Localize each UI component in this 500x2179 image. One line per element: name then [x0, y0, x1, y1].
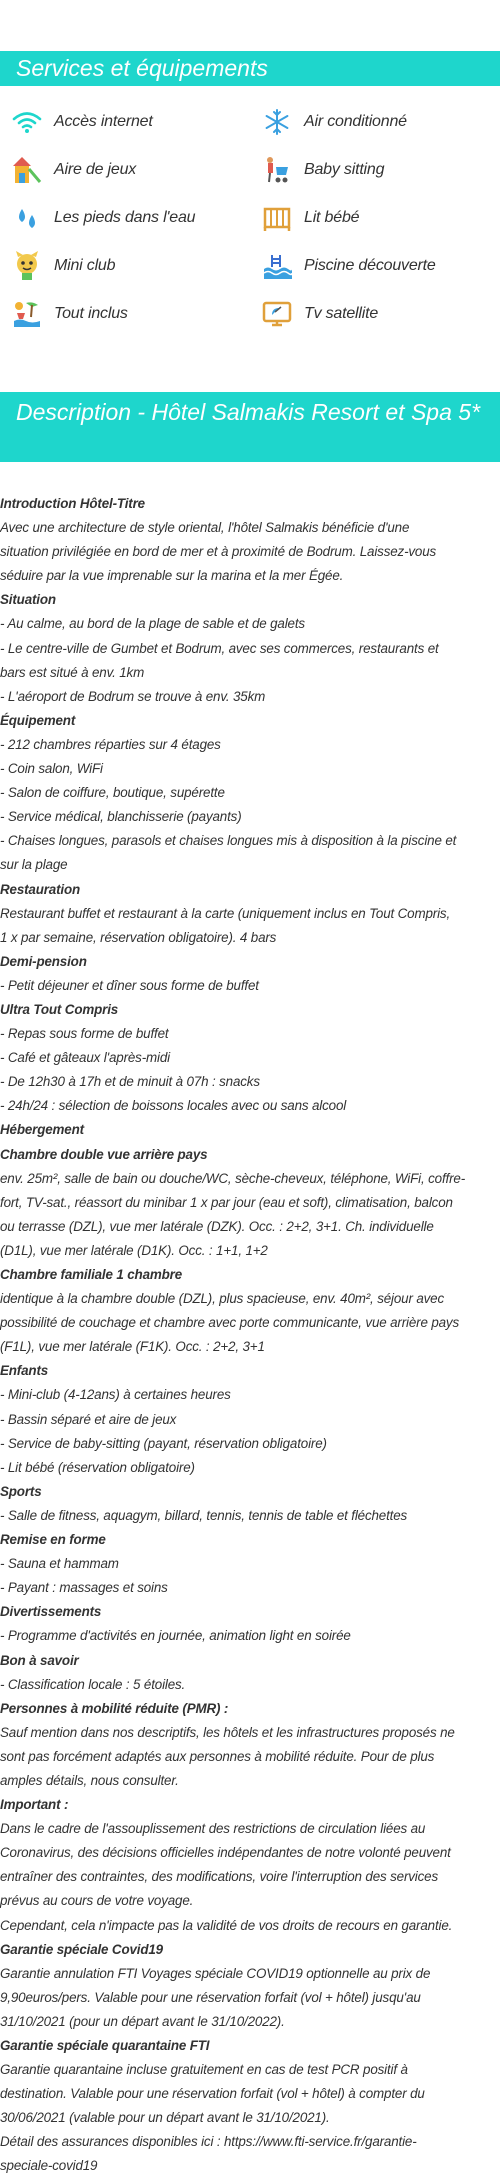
description-line: bars est situé à env. 1km — [0, 664, 145, 680]
description-body — [0, 492, 496, 2179]
service-label: Tv satellite — [304, 305, 379, 322]
description-line: - Sauna et hammam — [0, 1556, 119, 1572]
description-line: 9,90euros/pers. Valable pour une réservation forfait (vol + hôtel) jusqu'au — [0, 1989, 421, 2005]
description-heading: Personnes à mobilité réduite (PMR) : — [0, 1700, 229, 1716]
description-heading: Enfants — [0, 1363, 49, 1379]
service-item-baby-sitting — [260, 155, 384, 185]
description-line: - Salon de coiffure, boutique, supérette — [0, 785, 225, 801]
service-label: Mini club — [54, 257, 116, 274]
service-label: Lit bébé — [304, 209, 360, 226]
service-item-outdoor-pool — [260, 251, 436, 281]
description-line: - L'aéroport de Bodrum se trouve à env. 35km — [0, 688, 266, 704]
description-heading: Divertissements — [0, 1604, 102, 1620]
description-line: sont pas forcément adaptés aux personnes à mobilité réduite. Pour de plus — [0, 1748, 435, 1764]
description-line: entraîner des contraintes, des modifications, voire l'interruption des services — [0, 1869, 439, 1885]
service-item-internet — [10, 107, 153, 137]
description-line: - 212 chambres réparties sur 4 étages — [0, 736, 221, 752]
service-label: Baby sitting — [304, 161, 385, 178]
description-line: destination. Valable pour une réservation forfait (vol + hôtel) à compter du — [0, 2086, 425, 2102]
description-line: - Coin salon, WiFi — [0, 761, 103, 777]
description-line: Dans le cadre de l'assouplissement des restrictions de circulation liées au — [0, 1821, 426, 1837]
description-line: - Café et gâteaux l'après-midi — [0, 1050, 170, 1066]
description-line: (F1L), vue mer latérale (F1K). Occ. : 2+2, 3+1 — [0, 1339, 265, 1355]
crib-icon — [260, 203, 294, 233]
description-line: - Chaises longues, parasols et chaises longues mis à disposition à la piscine et — [0, 833, 457, 849]
description-line: identique à la chambre double (DZL), plus spacieuse, env. 40m², séjour avec — [0, 1291, 445, 1307]
service-label: Air conditionné — [304, 113, 407, 130]
description-line: - Mini-club (4-12ans) à certaines heures — [0, 1387, 231, 1403]
description-line: - Lit bébé (réservation obligatoire) — [0, 1459, 195, 1475]
description-line: - Salle de fitness, aquagym, billard, tennis, tennis de table et fléchettes — [0, 1507, 408, 1523]
description-line: Sauf mention dans nos descriptifs, les hôtels et les infrastructures proposés ne — [0, 1724, 455, 1740]
description-line: Détail des assurances disponibles ici : https://www.fti-service.fr/garantie- — [0, 2134, 417, 2150]
description-heading: Restauration — [0, 881, 81, 897]
wifi-icon — [10, 107, 44, 137]
description-line: prévus au cours de votre voyage. — [0, 1893, 194, 1909]
description-line: 31/10/2021 (pour un départ avant le 31/10/2022). — [0, 2013, 285, 2029]
snowflake-icon — [260, 107, 294, 137]
description-line: séduire par la vue imprenable sur la marina et la mer Égée. — [0, 568, 344, 584]
description-heading: Hébergement — [0, 1122, 84, 1138]
services-title: Services et équipements — [16, 55, 268, 81]
service-item-beachfront — [10, 203, 195, 233]
services-section-title — [0, 51, 500, 86]
description-heading: Garantie spéciale quarantaine FTI — [0, 2038, 210, 2053]
description-heading: Garantie spéciale Covid19 — [0, 1941, 163, 1957]
description-line: fort, TV-sat., réassort du minibar 1 x par jour (eau et soft), climatisation, balcon — [0, 1194, 453, 1210]
description-heading: Chambre double vue arrière pays — [0, 1146, 208, 1162]
description-heading: Demi-pension — [0, 953, 87, 969]
description-line: - Service médical, blanchisserie (payants) — [0, 809, 242, 825]
beach-drinks-icon — [10, 299, 44, 329]
description-heading: Ultra Tout Compris — [0, 1001, 119, 1017]
service-label: Aire de jeux — [54, 161, 137, 178]
description-line: possibilité de couchage et chambre avec porte communicante, vue arrière pays — [0, 1315, 460, 1331]
description-heading: Chambre familiale 1 chambre — [0, 1267, 183, 1282]
description-line: speciale-covid19 — [0, 2158, 98, 2174]
description-heading: Important : — [0, 1797, 69, 1813]
description-line: Cependant, cela n'impacte pas la validité de vos droits de recours en garantie. — [0, 1917, 453, 1933]
description-line: Coronavirus, des décisions officielles indépendantes de notre volonté peuvent — [0, 1845, 451, 1861]
water-drops-icon — [10, 203, 44, 233]
service-item-playground — [10, 155, 136, 185]
description-line: Garantie annulation FTI Voyages spéciale COVID19 optionnelle au prix de — [0, 1965, 431, 1981]
description-line: (D1L), vue mer latérale (D1K). Occ. : 1+1, 1+2 — [0, 1242, 268, 1258]
description-heading: Introduction Hôtel-Titre — [0, 496, 145, 511]
pool-icon — [260, 251, 294, 281]
description-line: - Au calme, au bord de la plage de sable et de galets — [0, 616, 305, 632]
service-label: Tout inclus — [54, 305, 128, 322]
description-title: Description - Hôtel Salmakis Resort et Spa 5* — [16, 399, 481, 425]
service-label: Accès internet — [54, 113, 153, 130]
service-item-satellite-tv — [260, 299, 378, 329]
description-line: - Petit déjeuner et dîner sous forme de buffet — [0, 977, 259, 993]
description-heading: Remise en forme — [0, 1532, 106, 1548]
description-line: - Bassin séparé et aire de jeux — [0, 1411, 177, 1427]
description-line: - 24h/24 : sélection de boissons locales avec ou sans alcool — [0, 1098, 347, 1114]
description-line: sur la plage — [0, 857, 68, 873]
playground-icon — [10, 155, 44, 185]
description-section-title — [0, 392, 500, 462]
description-line: - Service de baby-sitting (payant, réservation obligatoire) — [0, 1435, 327, 1451]
description-heading: Sports — [0, 1483, 42, 1499]
description-line: - De 12h30 à 17h et de minuit à 07h : snacks — [0, 1074, 260, 1090]
description-line: amples détails, nous consulter. — [0, 1772, 179, 1788]
description-line: Garantie quarantaine incluse gratuitement en cas de test PCR positif à — [0, 2062, 408, 2078]
description-line: ou terrasse (DZL), vue mer latérale (DZK). Occ. : 2+2, 3+1. Ch. individuelle — [0, 1218, 434, 1234]
service-item-baby-cot — [260, 203, 359, 233]
service-item-all-inclusive — [10, 299, 128, 329]
description-line: env. 25m², salle de bain ou douche/WC, sèche-cheveux, téléphone, WiFi, coffre- — [0, 1170, 466, 1186]
service-item-mini-club — [10, 251, 115, 281]
stroller-icon — [260, 155, 294, 185]
description-line: 30/06/2021 (valable pour un départ avant le 31/10/2021). — [0, 2110, 330, 2126]
satellite-tv-icon — [260, 299, 294, 329]
kids-mascot-icon — [10, 251, 44, 281]
description-line: - Classification locale : 5 étoiles. — [0, 1676, 186, 1692]
description-line: situation privilégiée en bord de mer et à proximité de Bodrum. Laissez-vous — [0, 544, 437, 560]
description-line: - Payant : massages et soins — [0, 1580, 168, 1596]
description-line: - Le centre-ville de Gumbet et Bodrum, avec ses commerces, restaurants et — [0, 640, 439, 656]
description-heading: Équipement — [0, 712, 76, 728]
description-line: - Repas sous forme de buffet — [0, 1026, 169, 1042]
description-line: Restaurant buffet et restaurant à la carte (uniquement inclus en Tout Compris, — [0, 905, 451, 921]
description-heading: Situation — [0, 592, 56, 608]
service-item-air-conditioning — [260, 107, 407, 137]
description-heading: Bon à savoir — [0, 1652, 79, 1668]
description-line: - Programme d'activités en journée, animation light en soirée — [0, 1628, 351, 1644]
description-line: Avec une architecture de style oriental, l'hôtel Salmakis bénéficie d'une — [0, 520, 410, 536]
description-line: 1 x par semaine, réservation obligatoire). 4 bars — [0, 929, 277, 945]
service-label: Les pieds dans l'eau — [54, 209, 196, 226]
service-label: Piscine découverte — [304, 257, 436, 274]
